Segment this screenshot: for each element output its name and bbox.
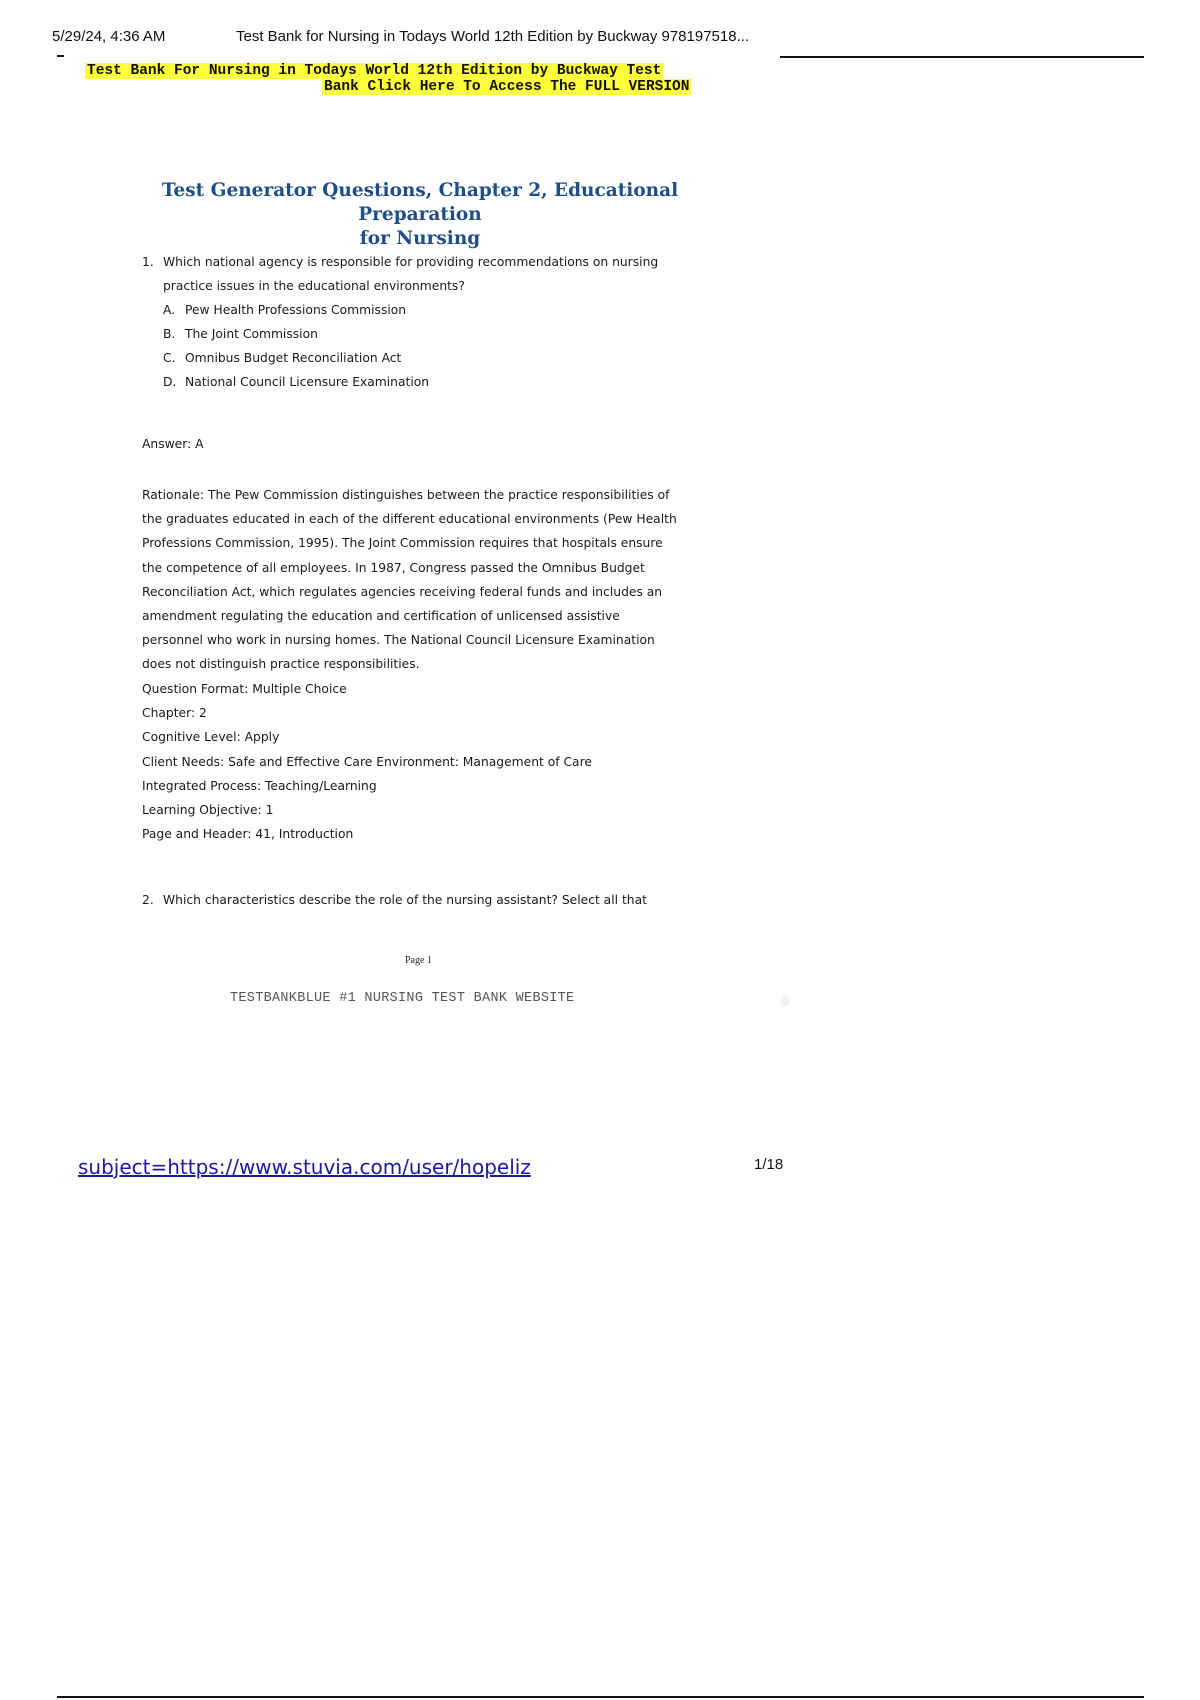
rationale-line: the competence of all employees. In 1987, Congress passed the Omnibus Budget (142, 560, 645, 575)
rationale-line: personnel who work in nursing homes. The National Council Licensure Examination (142, 633, 655, 648)
meta-cognitive-level: Cognitive Level: Apply (142, 730, 280, 745)
promo-link-line-2[interactable]: Bank Click Here To Access The FULL VERSION (324, 79, 690, 95)
footer-divider (57, 1696, 1144, 1698)
option-text: The Joint Commission (185, 327, 318, 341)
document-title (120, 179, 720, 251)
rationale-line: the graduates educated in each of the different educational environments (Pew Health (142, 512, 677, 527)
question-2 (142, 893, 647, 907)
meta-learning-objective: Learning Objective: 1 (142, 803, 274, 818)
document-footer-site: TESTBANKBLUE #1 NURSING TEST BANK WEBSITE (230, 991, 575, 1006)
option-c (163, 346, 703, 370)
header-divider (780, 56, 1144, 58)
meta-integrated-process: Integrated Process: Teaching/Learning (142, 778, 377, 793)
question-number: 2. (142, 893, 154, 907)
option-a (163, 298, 703, 322)
option-text: National Council Licensure Examination (185, 375, 430, 389)
document-page-label: Page 1 (405, 955, 432, 966)
option-text: Omnibus Budget Reconciliation Act (185, 351, 402, 365)
option-letter: C. (163, 351, 176, 365)
option-d (163, 370, 703, 394)
option-letter: D. (163, 375, 177, 389)
question-number: 1. (142, 255, 154, 269)
option-letter: A. (163, 303, 176, 317)
answer-options (163, 298, 703, 394)
rationale-line: Professions Commission, 1995). The Joint Commission requires that hospitals ensure (142, 536, 663, 551)
answer-line: Answer: A (142, 437, 204, 451)
document-title-line-1: Test Generator Questions, Chapter 2, Educational Preparation (161, 180, 679, 225)
rationale-line: amendment regulating the education and certification of unlicensed assistive (142, 609, 620, 624)
meta-client-needs: Client Needs: Safe and Effective Care Environment: Management of Care (142, 754, 592, 769)
option-letter: B. (163, 327, 176, 341)
print-datetime: 5/29/24, 4:36 AM (52, 28, 166, 45)
source-url-link[interactable]: subject=https://www.stuvia.com/user/hopeliz (78, 1155, 531, 1179)
meta-chapter: Chapter: 2 (142, 706, 207, 721)
question-text-line-1: Which national agency is responsible for providing recommendations on nursing (163, 255, 659, 269)
print-page-count: 1/18 (754, 1156, 784, 1173)
rationale-line: Rationale: The Pew Commission distinguishes between the practice responsibilities of (142, 488, 670, 502)
meta-question-format: Question Format: Multiple Choice (142, 682, 347, 696)
question-1 (142, 250, 712, 298)
rationale-line: does not distinguish practice responsibilities. (142, 657, 420, 672)
faint-watermark-dot (780, 996, 790, 1006)
print-page-title: Test Bank for Nursing in Todays World 12th Edition by Buckway 978197518... (236, 28, 750, 45)
option-b (163, 322, 703, 346)
header-tick-mark (57, 55, 64, 57)
option-text: Pew Health Professions Commission (185, 303, 407, 317)
promo-link-line-1[interactable]: Test Bank For Nursing in Todays World 12th Edition by Buckway Test (87, 63, 662, 79)
meta-page-header: Page and Header: 41, Introduction (142, 827, 354, 842)
question-2-text: Which characteristics describe the role of the nursing assistant? Select all that (163, 893, 647, 907)
question-metadata (142, 677, 592, 846)
rationale (142, 483, 710, 677)
rationale-line: Reconciliation Act, which regulates agencies receiving federal funds and includes an (142, 584, 663, 599)
question-text-line-2: practice issues in the educational environments? (163, 279, 465, 293)
document-title-line-2: for Nursing (359, 228, 481, 249)
